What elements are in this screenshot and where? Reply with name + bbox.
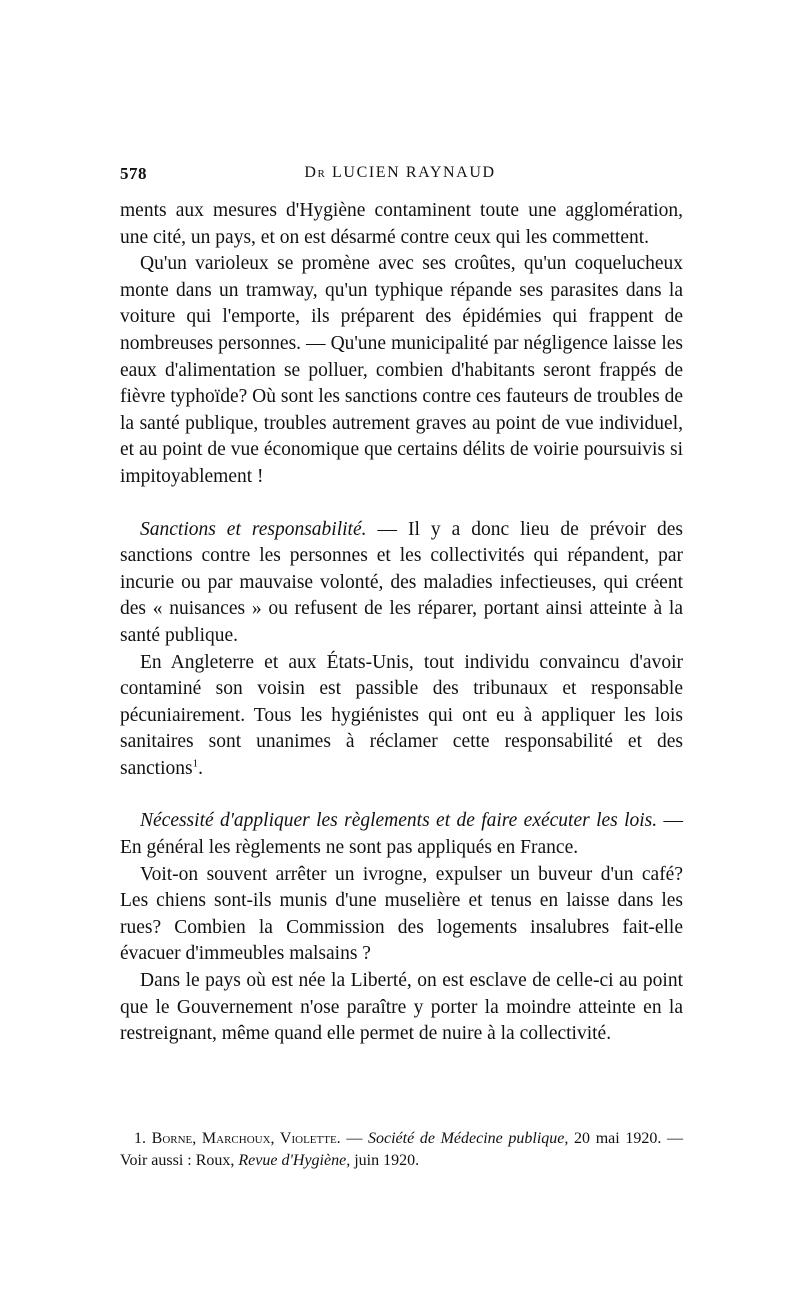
body-text: [120, 198, 683, 1048]
footnote-date: 20 mai 1920. — Voir aussi : Roux,: [120, 1130, 684, 1169]
paragraph-7: Dans le pays où est née la Liberté, on est esclave de celle-ci au point que le Gouvernement n'ose paraître y porter la moindre atteinte en la restreignant, même quand elle permet de nuire à la collectivité.: [120, 970, 683, 1045]
paragraph-4: [120, 650, 683, 783]
paragraph-sanctions-text: — Il y a donc lieu de prévoir des sanctions contre les personnes et les collectivités qui répandent, par incurie ou par mauvaise volonté, des maladies infectieuses, qui créent des « nuisances » ou refusent de les réparer, portant ainsi atteinte à la santé publique.: [120, 518, 683, 646]
section-heading-sanctions: Sanctions et responsabilité.: [140, 518, 367, 540]
footnote-dash: —: [340, 1130, 368, 1147]
page-header: [120, 160, 680, 190]
footnote-authors: Borne, Marchoux, Violette.: [151, 1130, 341, 1147]
paragraph-4-end: .: [198, 757, 203, 779]
paragraph-necessite-text: — En général les règlements ne sont pas appliqués en France.: [120, 810, 684, 859]
paragraph-sanctions: [120, 517, 683, 650]
footnote-source: Société de Médecine publique,: [367, 1130, 569, 1147]
footnote: [120, 1128, 683, 1172]
paragraph-4-text: En Angleterre et aux États-Unis, tout individu convaincu d'avoir contaminé son voisin est passible des tribunaux et responsable pécuniairement. Tous les hygiénistes qui ont eu à appliquer les lois sanitaires sont unanimes à réclamer cette responsabilité et des sanctions: [120, 651, 683, 779]
footnote-number: 1.: [134, 1130, 152, 1147]
paragraph-2: Qu'un varioleux se promène avec ses croûtes, qu'un coquelucheux monte dans un tramway, qu'un typhique répande ses parasites dans la voiture qui l'emporte, ils préparent des épidémies qui frappent de nombreuses personnes. — Qu'une municipalité par négligence laisse les eaux d'alimentation se polluer, combien d'habitants seront frappés de fièvre typhoïde? Où sont les sanctions contre ces fauteurs de troubles de la santé publique, troubles autrement graves au point de vue individuel, et au point de vue économique que certains délits de voirie poursuivis si impitoyablement !: [120, 253, 683, 487]
paragraph-necessite: [120, 808, 683, 861]
paragraph-6: Voit-on souvent arrêter un ivrogne, expulser un buveur d'un café? Les chiens sont-ils munis d'une muselière et tenus en laisse dans les rues? Combien la Commission des logements insalubres fait-elle évacuer d'immeubles malsains ?: [120, 863, 683, 965]
section-heading-necessite: Nécessité d'appliquer les règlements et de faire exécuter les lois.: [140, 810, 658, 832]
footnote-date2: juin 1920.: [350, 1152, 420, 1169]
footnote-reference: 1: [192, 757, 199, 770]
page-number: 578: [120, 164, 147, 183]
paragraph-1: ments aux mesures d'Hygiène contaminent toute une agglomération, une cité, un pays, et on est désarmé contre ceux qui les commettent.: [120, 200, 683, 248]
footnote-journal: Revue d'Hygiène,: [238, 1152, 351, 1169]
running-head: Dr LUCIEN RAYNAUD: [304, 164, 496, 181]
